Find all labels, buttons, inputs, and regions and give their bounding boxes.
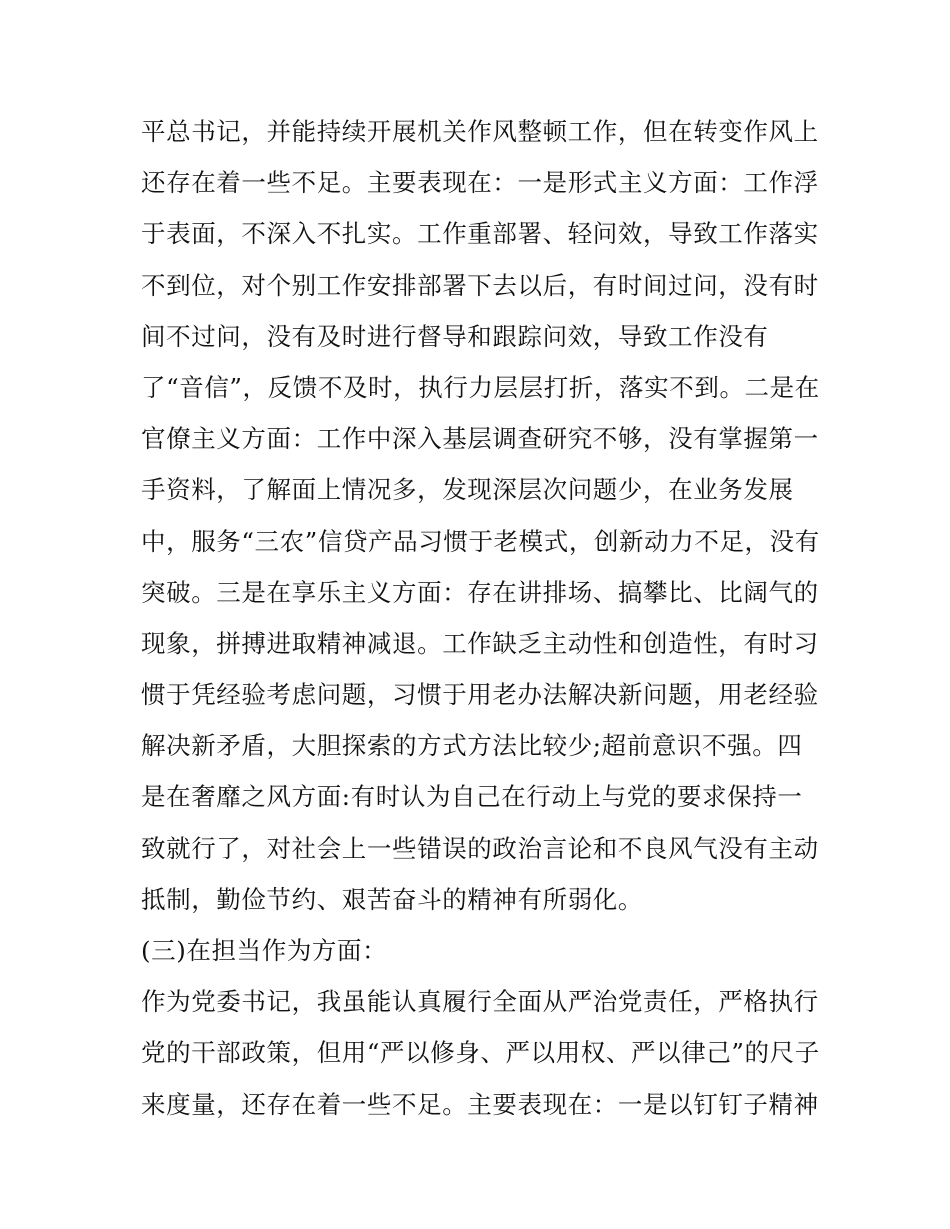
text-line: 了“音信”，反馈不及时，执行力层层打折，落实不到。二是在	[141, 372, 820, 402]
text-line: 惯于凭经验考虑问题，习惯于用老办法解决新问题，用老经验	[141, 680, 819, 710]
text-line: 手资料，了解面上情况多，发现深层次问题少，在业务发展	[141, 475, 794, 505]
text-line: 抵制，勤俭节约、艰苦奋斗的精神有所弱化。	[141, 884, 643, 914]
text-line: 现象，拼搏进取精神减退。工作缺乏主动性和创造性，有时习	[141, 628, 819, 658]
text-line: 致就行了，对社会上一些错误的政治言论和不良风气没有主动	[141, 833, 819, 863]
text-line: 于表面，不深入不扎实。工作重部署、轻问效，导致工作落实	[141, 219, 819, 249]
section-heading: (三)在担当作为方面：	[141, 936, 388, 965]
text-line: 党的干部政策，但用“严以修身、严以用权、严以律己”的尺子	[141, 1038, 820, 1068]
text-line: 还存在着一些不足。主要表现在：一是形式主义方面：工作浮	[141, 168, 819, 198]
text-line: 中，服务“三农”信贷产品习惯于老模式，创新动力不足，没有	[141, 526, 820, 556]
text-line: 突破。三是在享乐主义方面：存在讲排场、搞攀比、比阔气的	[141, 577, 819, 607]
text-line: 解决新矛盾，大胆探索的方式方法比较少;超前意识不强。四	[141, 731, 803, 761]
text-line: 官僚主义方面：工作中深入基层调查研究不够，没有掌握第一	[141, 424, 819, 454]
text-line: 间不过问，没有及时进行督导和跟踪问效，导致工作没有	[141, 321, 769, 351]
text-line: 来度量，还存在着一些不足。主要表现在：一是以钉钉子精神	[141, 1089, 819, 1119]
body-text	[141, 106, 821, 1130]
text-line: 是在奢靡之风方面:有时认为自己在行动上与党的要求保持一	[141, 782, 803, 812]
text-line: 作为党委书记，我虽能认真履行全面从严治党责任，严格执行	[141, 987, 819, 1017]
text-line: 平总书记，并能持续开展机关作风整顿工作，但在转变作风上	[141, 117, 819, 146]
text-line: 不到位，对个别工作安排部署下去以后，有时间过问，没有时	[141, 270, 819, 300]
